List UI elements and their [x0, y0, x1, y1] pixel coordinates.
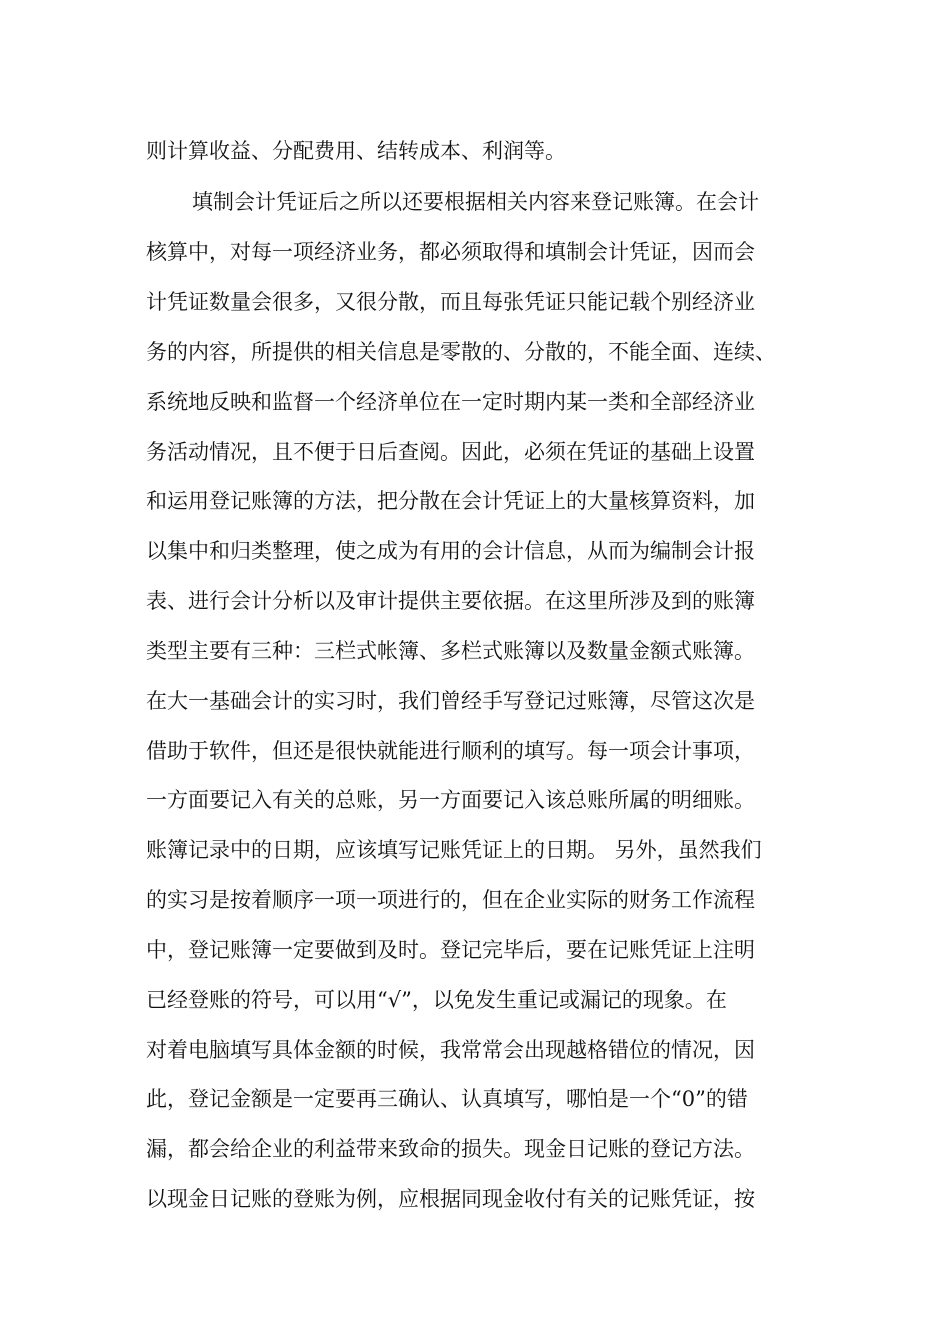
text-line-21: 漏，都会给企业的利益带来致命的损失。现金日记账的登记方法。 [146, 1137, 755, 1161]
text-line-4: 计凭证数量会很多，又很分散，而且每张凭证只能记载个别经济业 [146, 290, 755, 314]
text-line-20: 此，登记金额是一定要再三确认、认真填写，哪怕是一个“0”的错 [146, 1087, 748, 1111]
text-line-10: 表、进行会计分析以及审计提供主要依据。在这里所涉及到的账簿 [146, 589, 755, 613]
text-line-17: 中，登记账簿一定要做到及时。登记完毕后，要在记账凭证上注明 [146, 938, 755, 962]
text-line-19: 对着电脑填写具体金额的时候，我常常会出现越格错位的情况，因 [146, 1038, 755, 1062]
text-line-2: 填制会计凭证后之所以还要根据相关内容来登记账簿。在会计 [192, 190, 759, 214]
text-line-3: 核算中，对每一项经济业务，都必须取得和填制会计凭证，因而会 [146, 240, 755, 264]
text-line-8: 和运用登记账簿的方法，把分散在会计凭证上的大量核算资料，加 [146, 489, 755, 513]
text-line-11: 类型主要有三种：三栏式帐簿、多栏式账簿以及数量金额式账簿。 [146, 639, 755, 663]
text-line-12: 在大一基础会计的实习时，我们曾经手写登记过账簿，尽管这次是 [146, 689, 755, 713]
text-line-14: 一方面要记入有关的总账，另一方面要记入该总账所属的明细账。 [146, 788, 755, 812]
text-line-9: 以集中和归类整理，使之成为有用的会计信息，从而为编制会计报 [146, 539, 755, 563]
text-line-18: 已经登账的符号，可以用“√”，以免发生重记或漏记的现象。在 [146, 988, 727, 1012]
text-line-15: 账簿记录中的日期，应该填写记账凭证上的日期。 另外，虽然我们 [146, 838, 762, 862]
text-line-5: 务的内容，所提供的相关信息是零散的、分散的，不能全面、连续、 [146, 340, 776, 364]
text-line-1: 则计算收益、分配费用、结转成本、利润等。 [146, 139, 566, 163]
text-line-22: 以现金日记账的登账为例，应根据同现金收付有关的记账凭证，按 [146, 1187, 755, 1211]
text-line-7: 务活动情况，且不便于日后查阅。因此，必须在凭证的基础上设置 [146, 440, 755, 464]
text-line-16: 的实习是按着顺序一项一项进行的，但在企业实际的财务工作流程 [146, 888, 755, 912]
text-line-13: 借助于软件，但还是很快就能进行顺利的填写。每一项会计事项， [146, 739, 755, 763]
text-line-6: 系统地反映和监督一个经济单位在一定时期内某一类和全部经济业 [146, 390, 755, 414]
